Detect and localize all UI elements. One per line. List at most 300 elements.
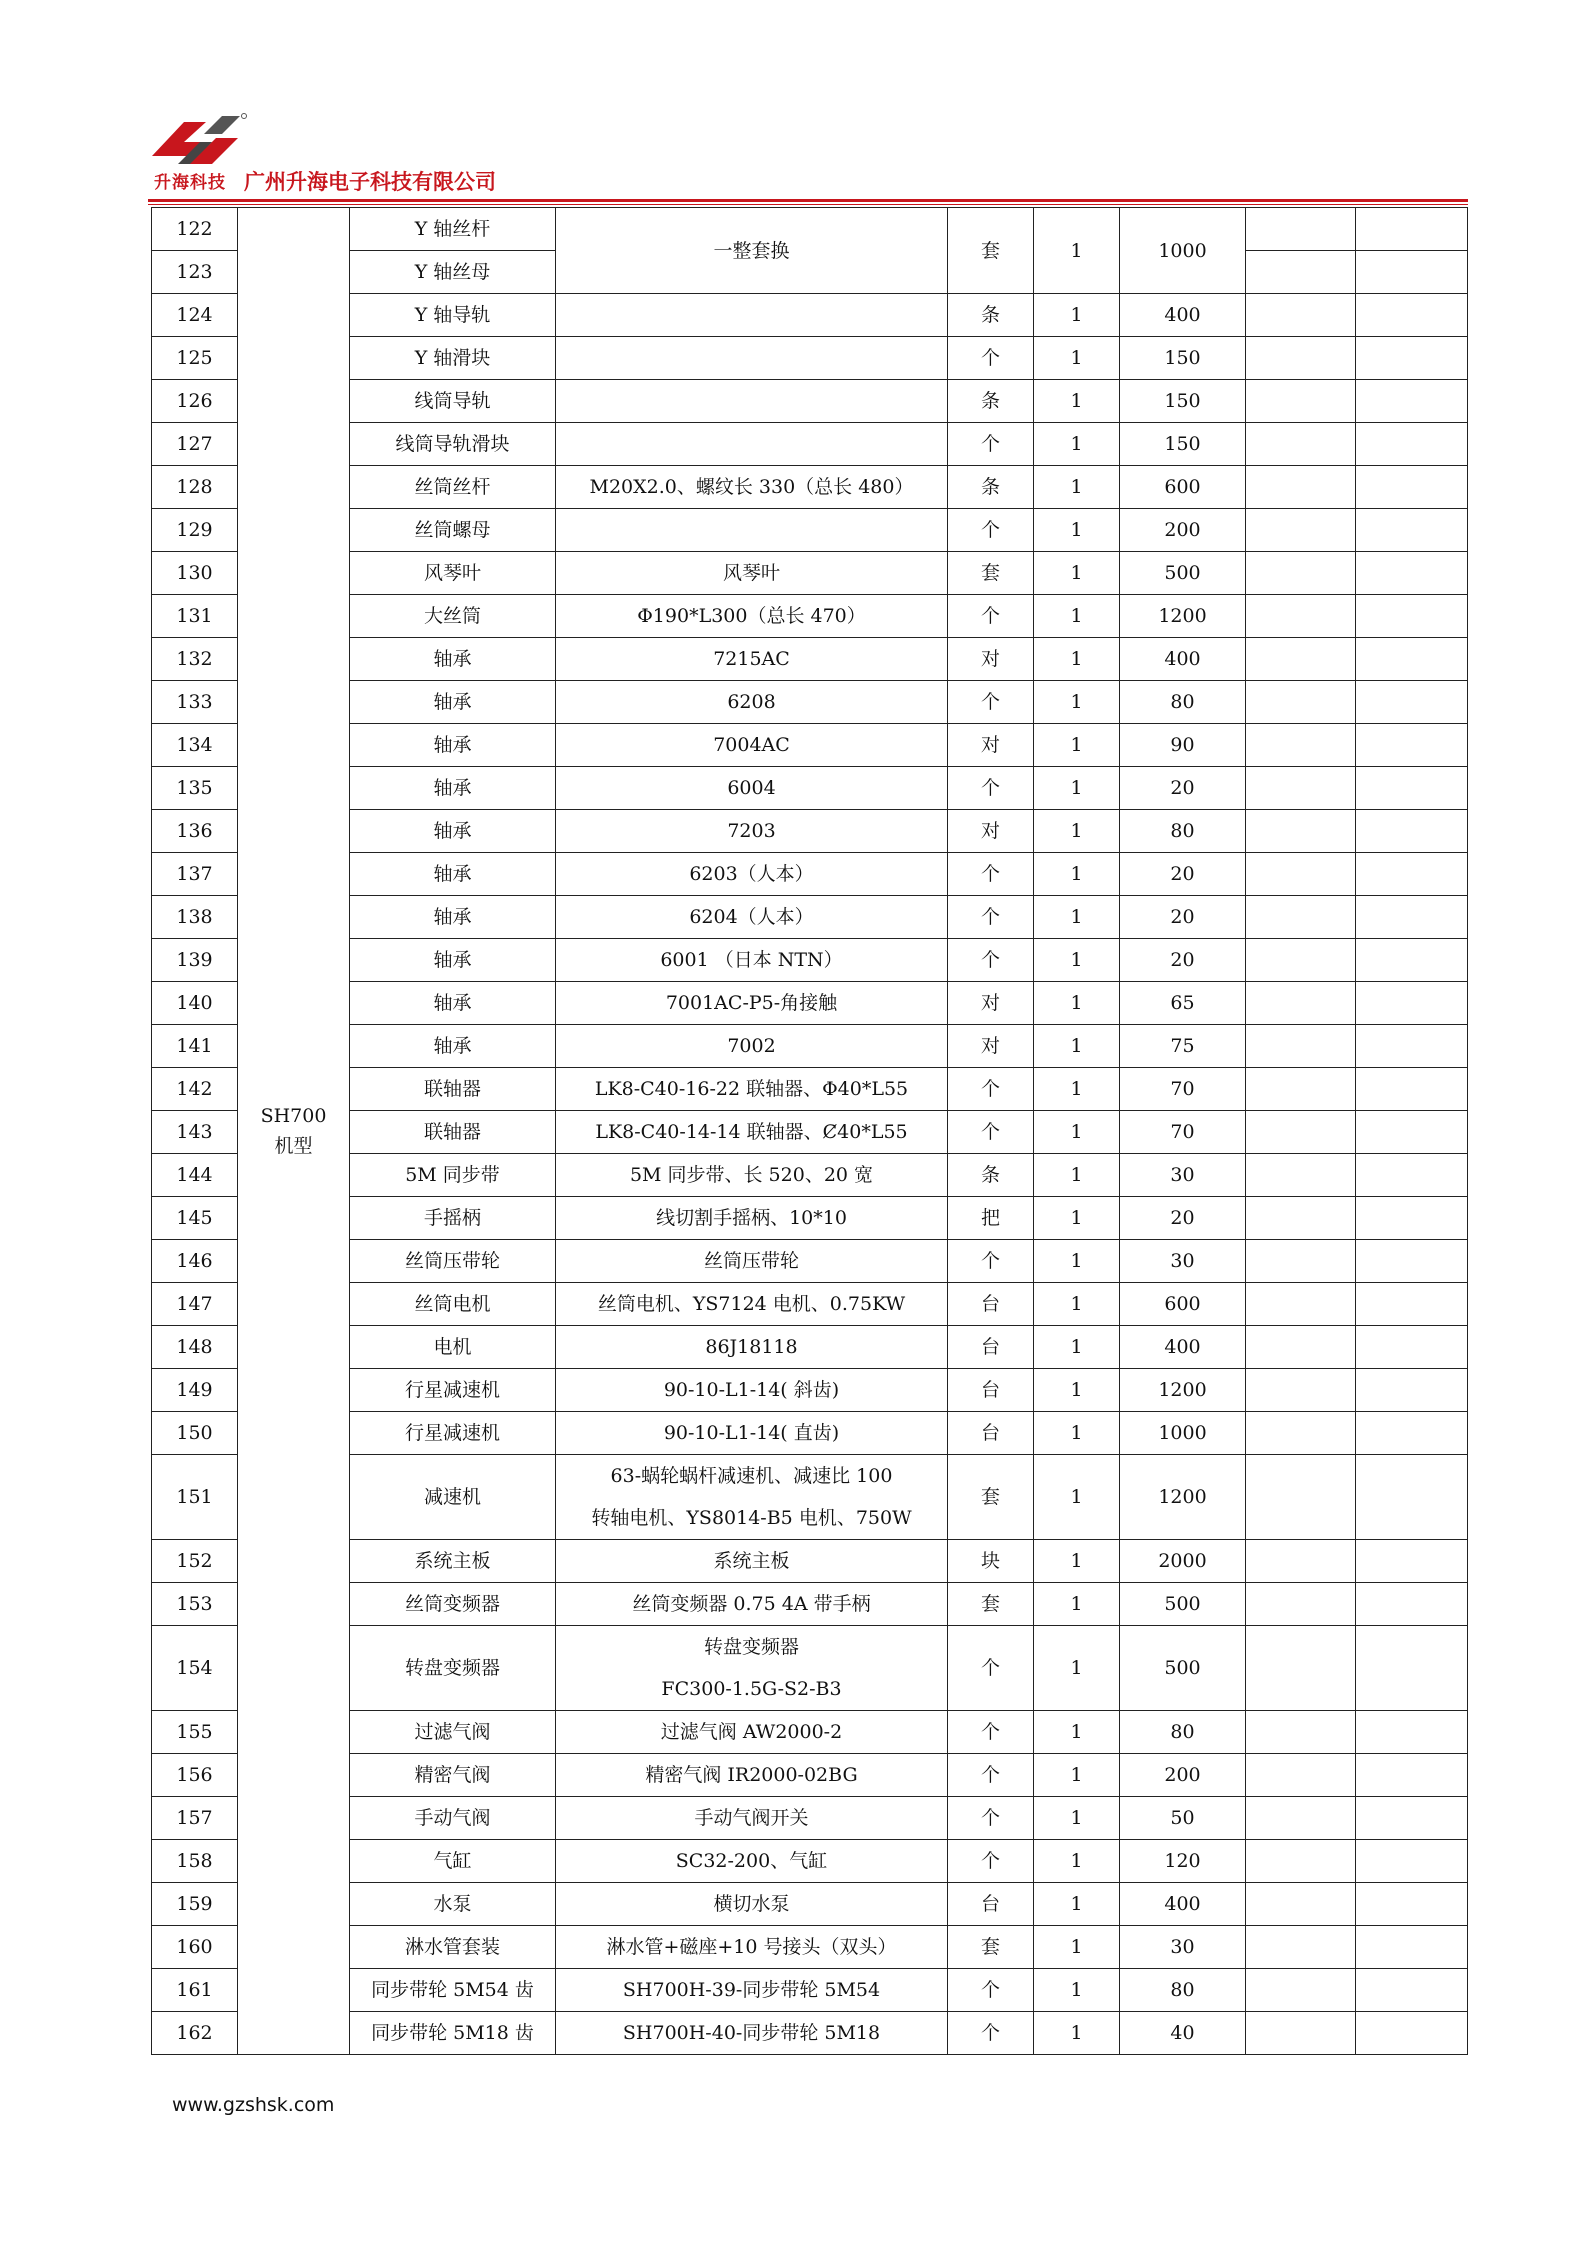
part-price: 1200: [1120, 1455, 1246, 1540]
part-unit: 对: [948, 638, 1034, 681]
table-row: [152, 939, 1468, 982]
blank-cell: [1356, 1626, 1468, 1711]
table-row: [152, 1969, 1468, 2012]
part-spec: 7203: [556, 810, 948, 853]
blank-cell: [1246, 1326, 1356, 1369]
part-price: 150: [1120, 423, 1246, 466]
table-row: [152, 1797, 1468, 1840]
part-name: 水泵: [350, 1883, 556, 1926]
part-name: 过滤气阀: [350, 1711, 556, 1754]
blank-cell: [1356, 423, 1468, 466]
row-number: 126: [152, 380, 238, 423]
part-spec: [556, 337, 948, 380]
row-number: 139: [152, 939, 238, 982]
part-price: 200: [1120, 509, 1246, 552]
blank-cell: [1246, 638, 1356, 681]
part-qty: 1: [1034, 939, 1120, 982]
blank-cell: [1356, 380, 1468, 423]
blank-cell: [1246, 509, 1356, 552]
blank-cell: [1356, 1369, 1468, 1412]
footer-url[interactable]: www.gzshsk.com: [172, 2094, 335, 2116]
blank-cell: [1356, 853, 1468, 896]
row-number: 122: [152, 208, 238, 251]
part-spec: 86J18118: [556, 1326, 948, 1369]
part-price: 30: [1120, 1926, 1246, 1969]
part-name: Y 轴丝母: [350, 251, 556, 294]
row-number: 151: [152, 1455, 238, 1540]
part-spec-line: FC300-1.5G-S2-B3: [661, 1678, 842, 1700]
part-spec: 一整套换: [556, 208, 948, 294]
part-unit: 个: [948, 1797, 1034, 1840]
blank-cell: [1246, 1754, 1356, 1797]
part-qty: 1: [1034, 1111, 1120, 1154]
row-number: 156: [152, 1754, 238, 1797]
part-qty: 1: [1034, 1883, 1120, 1926]
part-unit: 个: [948, 767, 1034, 810]
part-name: 线筒导轨滑块: [350, 423, 556, 466]
part-price: 80: [1120, 1711, 1246, 1754]
part-spec-line: 转轴电机、YS8014-B5 电机、750W: [591, 1507, 912, 1529]
blank-cell: [1246, 982, 1356, 1025]
part-spec: [556, 294, 948, 337]
table-row: [152, 1025, 1468, 1068]
part-price: 80: [1120, 810, 1246, 853]
part-qty: 1: [1034, 982, 1120, 1025]
part-qty: 1: [1034, 1969, 1120, 2012]
table-row: [152, 1455, 1468, 1540]
part-name: 5M 同步带: [350, 1154, 556, 1197]
part-price: 600: [1120, 1283, 1246, 1326]
part-unit: 套: [948, 208, 1034, 294]
row-number: 131: [152, 595, 238, 638]
table-row: [152, 1154, 1468, 1197]
part-name: Y 轴丝杆: [350, 208, 556, 251]
blank-cell: [1356, 1240, 1468, 1283]
row-number: 141: [152, 1025, 238, 1068]
part-spec: 6004: [556, 767, 948, 810]
part-spec: 90-10-L1-14( 直齿): [556, 1412, 948, 1455]
part-price: 20: [1120, 939, 1246, 982]
part-spec: [556, 1455, 948, 1540]
blank-cell: [1356, 1025, 1468, 1068]
row-number: 129: [152, 509, 238, 552]
row-number: 150: [152, 1412, 238, 1455]
row-number: 132: [152, 638, 238, 681]
part-qty: 1: [1034, 1068, 1120, 1111]
part-qty: 1: [1034, 1412, 1120, 1455]
part-price: 1200: [1120, 1369, 1246, 1412]
table-row: [152, 724, 1468, 767]
part-unit: 个: [948, 1969, 1034, 2012]
part-spec: 手动气阀开关: [556, 1797, 948, 1840]
part-price: 400: [1120, 294, 1246, 337]
blank-cell: [1356, 1883, 1468, 1926]
model-cell: [238, 208, 350, 2055]
part-spec: [556, 509, 948, 552]
table-body: [152, 208, 1468, 2055]
blank-cell: [1356, 810, 1468, 853]
part-qty: 1: [1034, 1926, 1120, 1969]
blank-cell: [1246, 1883, 1356, 1926]
row-number: 152: [152, 1540, 238, 1583]
part-unit: 个: [948, 2012, 1034, 2055]
table-row: [152, 1412, 1468, 1455]
part-spec: [556, 380, 948, 423]
part-name: Y 轴滑块: [350, 337, 556, 380]
blank-cell: [1246, 595, 1356, 638]
blank-cell: [1246, 1540, 1356, 1583]
page-header: [148, 112, 1468, 202]
part-unit: 套: [948, 1926, 1034, 1969]
blank-cell: [1356, 1283, 1468, 1326]
logo-text: 升海科技: [154, 173, 226, 193]
part-price: 70: [1120, 1068, 1246, 1111]
part-unit: 条: [948, 466, 1034, 509]
part-spec-line: 63-蜗轮蜗杆减速机、减速比 100: [610, 1465, 893, 1487]
part-price: 1200: [1120, 595, 1246, 638]
part-unit: 个: [948, 1240, 1034, 1283]
part-qty: 1: [1034, 1840, 1120, 1883]
part-price: 120: [1120, 1840, 1246, 1883]
row-number: 134: [152, 724, 238, 767]
part-name: 丝筒电机: [350, 1283, 556, 1326]
row-number: 136: [152, 810, 238, 853]
blank-cell: [1246, 337, 1356, 380]
part-qty: 1: [1034, 423, 1120, 466]
row-number: 148: [152, 1326, 238, 1369]
part-spec: 6001 （日本 NTN）: [556, 939, 948, 982]
part-price: 30: [1120, 1154, 1246, 1197]
blank-cell: [1356, 681, 1468, 724]
part-qty: 1: [1034, 595, 1120, 638]
part-qty: 1: [1034, 767, 1120, 810]
part-spec: 6203（人本）: [556, 853, 948, 896]
part-unit: 条: [948, 380, 1034, 423]
table-row: [152, 1883, 1468, 1926]
part-name: 气缸: [350, 1840, 556, 1883]
row-number: 155: [152, 1711, 238, 1754]
blank-cell: [1356, 1412, 1468, 1455]
part-name: 丝筒丝杆: [350, 466, 556, 509]
blank-cell: [1246, 1840, 1356, 1883]
part-name: 风琴叶: [350, 552, 556, 595]
part-name: 大丝筒: [350, 595, 556, 638]
part-qty: 1: [1034, 208, 1120, 294]
blank-cell: [1356, 251, 1468, 294]
part-unit: 对: [948, 1025, 1034, 1068]
blank-cell: [1356, 724, 1468, 767]
blank-cell: [1246, 810, 1356, 853]
blank-cell: [1246, 251, 1356, 294]
blank-cell: [1246, 1369, 1356, 1412]
part-qty: 1: [1034, 1197, 1120, 1240]
table-row: [152, 2012, 1468, 2055]
part-price: 80: [1120, 1969, 1246, 2012]
part-price: 1000: [1120, 1412, 1246, 1455]
part-qty: 1: [1034, 724, 1120, 767]
part-spec-line: 转盘变频器: [703, 1636, 799, 1658]
table-row: [152, 896, 1468, 939]
part-qty: 1: [1034, 638, 1120, 681]
part-name: 同步带轮 5M54 齿: [350, 1969, 556, 2012]
part-spec: 6208: [556, 681, 948, 724]
table-row: [152, 982, 1468, 1025]
part-name: 减速机: [350, 1455, 556, 1540]
part-unit: 个: [948, 423, 1034, 466]
part-unit: 对: [948, 724, 1034, 767]
blank-cell: [1246, 2012, 1356, 2055]
part-unit: 把: [948, 1197, 1034, 1240]
part-price: 70: [1120, 1111, 1246, 1154]
blank-cell: [1246, 380, 1356, 423]
part-spec: LK8-C40-14-14 联轴器、Ȼ40*L55: [556, 1111, 948, 1154]
table-row: [152, 1711, 1468, 1754]
table-row: [152, 1197, 1468, 1240]
blank-cell: [1356, 1969, 1468, 2012]
part-unit: 台: [948, 1326, 1034, 1369]
table-row: [152, 380, 1468, 423]
blank-cell: [1246, 1455, 1356, 1540]
part-name: 联轴器: [350, 1068, 556, 1111]
part-name: 行星减速机: [350, 1412, 556, 1455]
table-row: [152, 1754, 1468, 1797]
part-unit: 个: [948, 896, 1034, 939]
part-spec: 7001AC-P5-角接触: [556, 982, 948, 1025]
part-price: 20: [1120, 1197, 1246, 1240]
part-price: 1000: [1120, 208, 1246, 294]
row-number: 127: [152, 423, 238, 466]
part-unit: 套: [948, 1583, 1034, 1626]
part-price: 150: [1120, 380, 1246, 423]
part-qty: 1: [1034, 466, 1120, 509]
part-price: 75: [1120, 1025, 1246, 1068]
blank-cell: [1356, 552, 1468, 595]
row-number: 140: [152, 982, 238, 1025]
blank-cell: [1356, 638, 1468, 681]
blank-cell: [1356, 1455, 1468, 1540]
part-qty: 1: [1034, 1283, 1120, 1326]
part-price: 20: [1120, 767, 1246, 810]
part-price: 500: [1120, 1583, 1246, 1626]
part-unit: 个: [948, 595, 1034, 638]
part-price: 40: [1120, 2012, 1246, 2055]
part-price: 90: [1120, 724, 1246, 767]
blank-cell: [1246, 1025, 1356, 1068]
blank-cell: [1246, 853, 1356, 896]
table-row: [152, 423, 1468, 466]
blank-cell: [1246, 1283, 1356, 1326]
table-row: [152, 1283, 1468, 1326]
part-unit: 个: [948, 1711, 1034, 1754]
part-price: 80: [1120, 681, 1246, 724]
blank-cell: [1356, 767, 1468, 810]
part-unit: 台: [948, 1883, 1034, 1926]
part-name: 丝筒压带轮: [350, 1240, 556, 1283]
part-spec: SC32-200、气缸: [556, 1840, 948, 1883]
blank-cell: [1356, 1583, 1468, 1626]
part-spec: 横切水泵: [556, 1883, 948, 1926]
table-row: [152, 853, 1468, 896]
part-unit: 台: [948, 1369, 1034, 1412]
blank-cell: [1246, 294, 1356, 337]
part-qty: 1: [1034, 1154, 1120, 1197]
row-number: 160: [152, 1926, 238, 1969]
part-spec: 7004AC: [556, 724, 948, 767]
blank-cell: [1356, 2012, 1468, 2055]
part-price: 65: [1120, 982, 1246, 1025]
part-unit: 条: [948, 294, 1034, 337]
part-qty: 1: [1034, 2012, 1120, 2055]
part-price: 20: [1120, 853, 1246, 896]
part-name: 轴承: [350, 810, 556, 853]
blank-cell: [1246, 767, 1356, 810]
header-rule: [148, 199, 1468, 202]
blank-cell: [1356, 1326, 1468, 1369]
blank-cell: [1356, 982, 1468, 1025]
row-number: 147: [152, 1283, 238, 1326]
part-unit: 个: [948, 853, 1034, 896]
part-name: 轴承: [350, 724, 556, 767]
part-spec: 线切割手摇柄、10*10: [556, 1197, 948, 1240]
row-number: 149: [152, 1369, 238, 1412]
table-row: [152, 1626, 1468, 1711]
company-logo-icon: [148, 112, 248, 174]
header-rule-thin: [148, 204, 1468, 205]
blank-cell: [1246, 939, 1356, 982]
table-row: [152, 767, 1468, 810]
part-spec: 6204（人本）: [556, 896, 948, 939]
row-number: 133: [152, 681, 238, 724]
part-name: 轴承: [350, 982, 556, 1025]
table-row: [152, 1540, 1468, 1583]
part-spec: 5M 同步带、长 520、20 宽: [556, 1154, 948, 1197]
part-spec: 90-10-L1-14( 斜齿): [556, 1369, 948, 1412]
blank-cell: [1246, 1240, 1356, 1283]
blank-cell: [1246, 208, 1356, 251]
part-qty: 1: [1034, 1540, 1120, 1583]
part-unit: 个: [948, 681, 1034, 724]
part-qty: 1: [1034, 1025, 1120, 1068]
row-number: 161: [152, 1969, 238, 2012]
row-number: 123: [152, 251, 238, 294]
part-name: 系统主板: [350, 1540, 556, 1583]
blank-cell: [1246, 1969, 1356, 2012]
part-spec: [556, 423, 948, 466]
part-name: 转盘变频器: [350, 1626, 556, 1711]
blank-cell: [1246, 896, 1356, 939]
part-qty: 1: [1034, 552, 1120, 595]
row-number: 144: [152, 1154, 238, 1197]
blank-cell: [1246, 552, 1356, 595]
part-name: 轴承: [350, 1025, 556, 1068]
part-unit: 个: [948, 1111, 1034, 1154]
part-price: 150: [1120, 337, 1246, 380]
part-spec: 7215AC: [556, 638, 948, 681]
part-price: 200: [1120, 1754, 1246, 1797]
blank-cell: [1356, 1197, 1468, 1240]
part-unit: 个: [948, 1840, 1034, 1883]
parts-price-table: [151, 207, 1468, 2055]
part-qty: 1: [1034, 294, 1120, 337]
row-number: 142: [152, 1068, 238, 1111]
part-qty: 1: [1034, 1583, 1120, 1626]
table-row: [152, 1840, 1468, 1883]
blank-cell: [1356, 1840, 1468, 1883]
blank-cell: [1356, 1711, 1468, 1754]
part-price: 50: [1120, 1797, 1246, 1840]
part-unit: 台: [948, 1283, 1034, 1326]
blank-cell: [1356, 1154, 1468, 1197]
table-row: [152, 294, 1468, 337]
table-row: [152, 337, 1468, 380]
part-name: 轴承: [350, 681, 556, 724]
blank-cell: [1356, 294, 1468, 337]
part-name: 丝筒变频器: [350, 1583, 556, 1626]
part-qty: 1: [1034, 1797, 1120, 1840]
blank-cell: [1356, 1111, 1468, 1154]
part-name: 轴承: [350, 896, 556, 939]
table-row: [152, 1240, 1468, 1283]
part-name: 线筒导轨: [350, 380, 556, 423]
blank-cell: [1356, 595, 1468, 638]
row-number: 124: [152, 294, 238, 337]
part-price: 20: [1120, 896, 1246, 939]
blank-cell: [1246, 1626, 1356, 1711]
part-qty: 1: [1034, 380, 1120, 423]
blank-cell: [1356, 939, 1468, 982]
blank-cell: [1246, 423, 1356, 466]
row-number: 125: [152, 337, 238, 380]
part-price: 500: [1120, 552, 1246, 595]
part-name: 电机: [350, 1326, 556, 1369]
company-name: 广州升海电子科技有限公司: [244, 170, 496, 194]
part-unit: 个: [948, 1754, 1034, 1797]
part-spec: 过滤气阀 AW2000-2: [556, 1711, 948, 1754]
part-name: 联轴器: [350, 1111, 556, 1154]
blank-cell: [1246, 1111, 1356, 1154]
part-qty: 1: [1034, 1240, 1120, 1283]
part-name: 手摇柄: [350, 1197, 556, 1240]
table-row: [152, 595, 1468, 638]
table-row: [152, 1111, 1468, 1154]
part-price: 500: [1120, 1626, 1246, 1711]
row-number: 143: [152, 1111, 238, 1154]
row-number: 138: [152, 896, 238, 939]
blank-cell: [1356, 1926, 1468, 1969]
part-spec: LK8-C40-16-22 联轴器、Φ40*L55: [556, 1068, 948, 1111]
part-spec: 丝筒电机、YS7124 电机、0.75KW: [556, 1283, 948, 1326]
part-qty: 1: [1034, 1754, 1120, 1797]
row-number: 159: [152, 1883, 238, 1926]
row-number: 145: [152, 1197, 238, 1240]
part-name: Y 轴导轨: [350, 294, 556, 337]
blank-cell: [1246, 1926, 1356, 1969]
part-qty: 1: [1034, 1455, 1120, 1540]
blank-cell: [1356, 1754, 1468, 1797]
blank-cell: [1246, 681, 1356, 724]
row-number: 162: [152, 2012, 238, 2055]
row-number: 153: [152, 1583, 238, 1626]
table-row: [152, 509, 1468, 552]
blank-cell: [1356, 466, 1468, 509]
part-unit: 个: [948, 337, 1034, 380]
part-unit: 条: [948, 1154, 1034, 1197]
table-row: [152, 552, 1468, 595]
part-price: 2000: [1120, 1540, 1246, 1583]
part-name: 淋水管套装: [350, 1926, 556, 1969]
part-name: 精密气阀: [350, 1754, 556, 1797]
blank-cell: [1246, 466, 1356, 509]
